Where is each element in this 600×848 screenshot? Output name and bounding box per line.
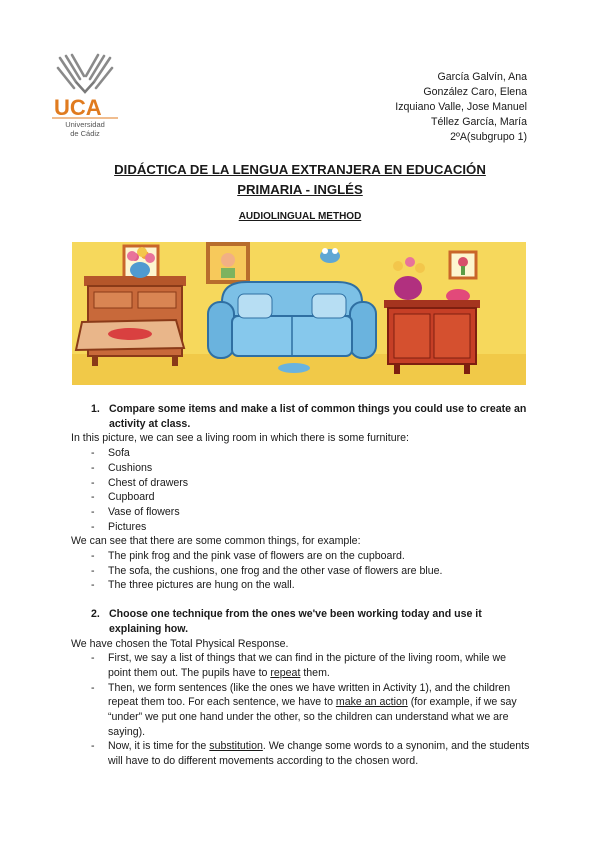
step-text: (for example, if we say “under” we put one hand under the other, so the children can understand what we are saying). xyxy=(108,696,517,738)
question-1 xyxy=(91,402,531,431)
author-name: González Caro, Elena xyxy=(423,86,527,98)
cushion-icon xyxy=(238,294,272,318)
step-text: them. xyxy=(300,666,330,679)
step-keyword: substitution xyxy=(209,740,263,753)
chest-of-drawers-icon xyxy=(76,276,186,366)
author-name: García Galvín, Ana xyxy=(437,71,527,83)
logo-line2: de Cádiz xyxy=(70,129,100,138)
list-item: - Cushions xyxy=(71,461,531,476)
university-logo xyxy=(52,52,118,142)
question-2 xyxy=(91,607,531,636)
document-subtitle: AUDIOLINGUAL METHOD xyxy=(238,211,362,222)
blue-frog-icon xyxy=(320,248,340,263)
document-title xyxy=(0,160,600,200)
common-things-list xyxy=(71,549,531,593)
list-item: - Chest of drawers xyxy=(71,476,531,491)
cupboard-icon xyxy=(384,300,480,374)
living-room-illustration xyxy=(72,242,526,385)
question-number: 2. xyxy=(91,608,100,621)
technique-steps-list xyxy=(71,651,531,769)
paragraph: In this picture, we can see a living room in which there is some furniture: xyxy=(71,432,409,445)
question-text: Choose one technique from the ones we've been working today and use it explaining how. xyxy=(109,608,482,635)
list-item: - Vase of flowers xyxy=(71,505,531,520)
logo-abbr: UCA xyxy=(54,95,102,120)
list-item: - The three pictures are hung on the wall. xyxy=(71,578,531,593)
list-item xyxy=(71,681,531,740)
logo-line1: Universidad xyxy=(65,120,105,129)
author-name: Téllez García, María xyxy=(431,116,527,128)
paragraph: We can see that there are some common things, for example: xyxy=(71,535,361,548)
cushion-icon xyxy=(312,294,346,318)
list-item: - Sofa xyxy=(71,446,531,461)
uca-emblem-icon xyxy=(52,52,118,142)
question-text: Compare some items and make a list of common things you could use to create an activity at class. xyxy=(109,403,527,430)
group-label: 2ºA(subgrupo 1) xyxy=(450,131,527,143)
step-text: First, we say a list of things that we can find in the picture of the living room, while we point them out. The pupils have to xyxy=(108,652,507,679)
list-item: - Cupboard xyxy=(71,490,531,505)
question-number: 1. xyxy=(91,403,100,415)
list-item: - Pictures xyxy=(71,520,531,535)
step-text: Now, it is time for the xyxy=(108,740,210,753)
list-item: - The pink frog and the pink vase of flowers are on the cupboard. xyxy=(71,549,531,564)
picture-flower-icon xyxy=(450,252,476,278)
furniture-list xyxy=(71,446,531,534)
title-line: DIDÁCTICA DE LA LENGUA EXTRANJERA EN EDUCACIÓN xyxy=(114,162,486,177)
list-item xyxy=(71,739,531,768)
list-item: - The sofa, the cushions, one frog and the other vase of flowers are blue. xyxy=(71,564,531,579)
paragraph: We have chosen the Total Physical Response. xyxy=(71,637,289,650)
picture-portrait-icon xyxy=(208,244,248,282)
step-text: . We change some words to a synonim, and the students will have to do different movements according to the chosen word. xyxy=(108,740,530,768)
list-item xyxy=(71,651,531,680)
title-line: PRIMARIA - INGLÉS xyxy=(237,182,363,197)
authors-block xyxy=(395,70,527,145)
step-keyword: make an action xyxy=(335,696,408,709)
step-text: Then, we form sentences (like the ones we have written in Activity 1), and the children repeat them too. For each sentence, we have to xyxy=(108,681,511,709)
step-keyword: repeat xyxy=(270,666,301,679)
document-body xyxy=(71,402,531,769)
author-name: Izquiano Valle, Jose Manuel xyxy=(395,101,527,113)
